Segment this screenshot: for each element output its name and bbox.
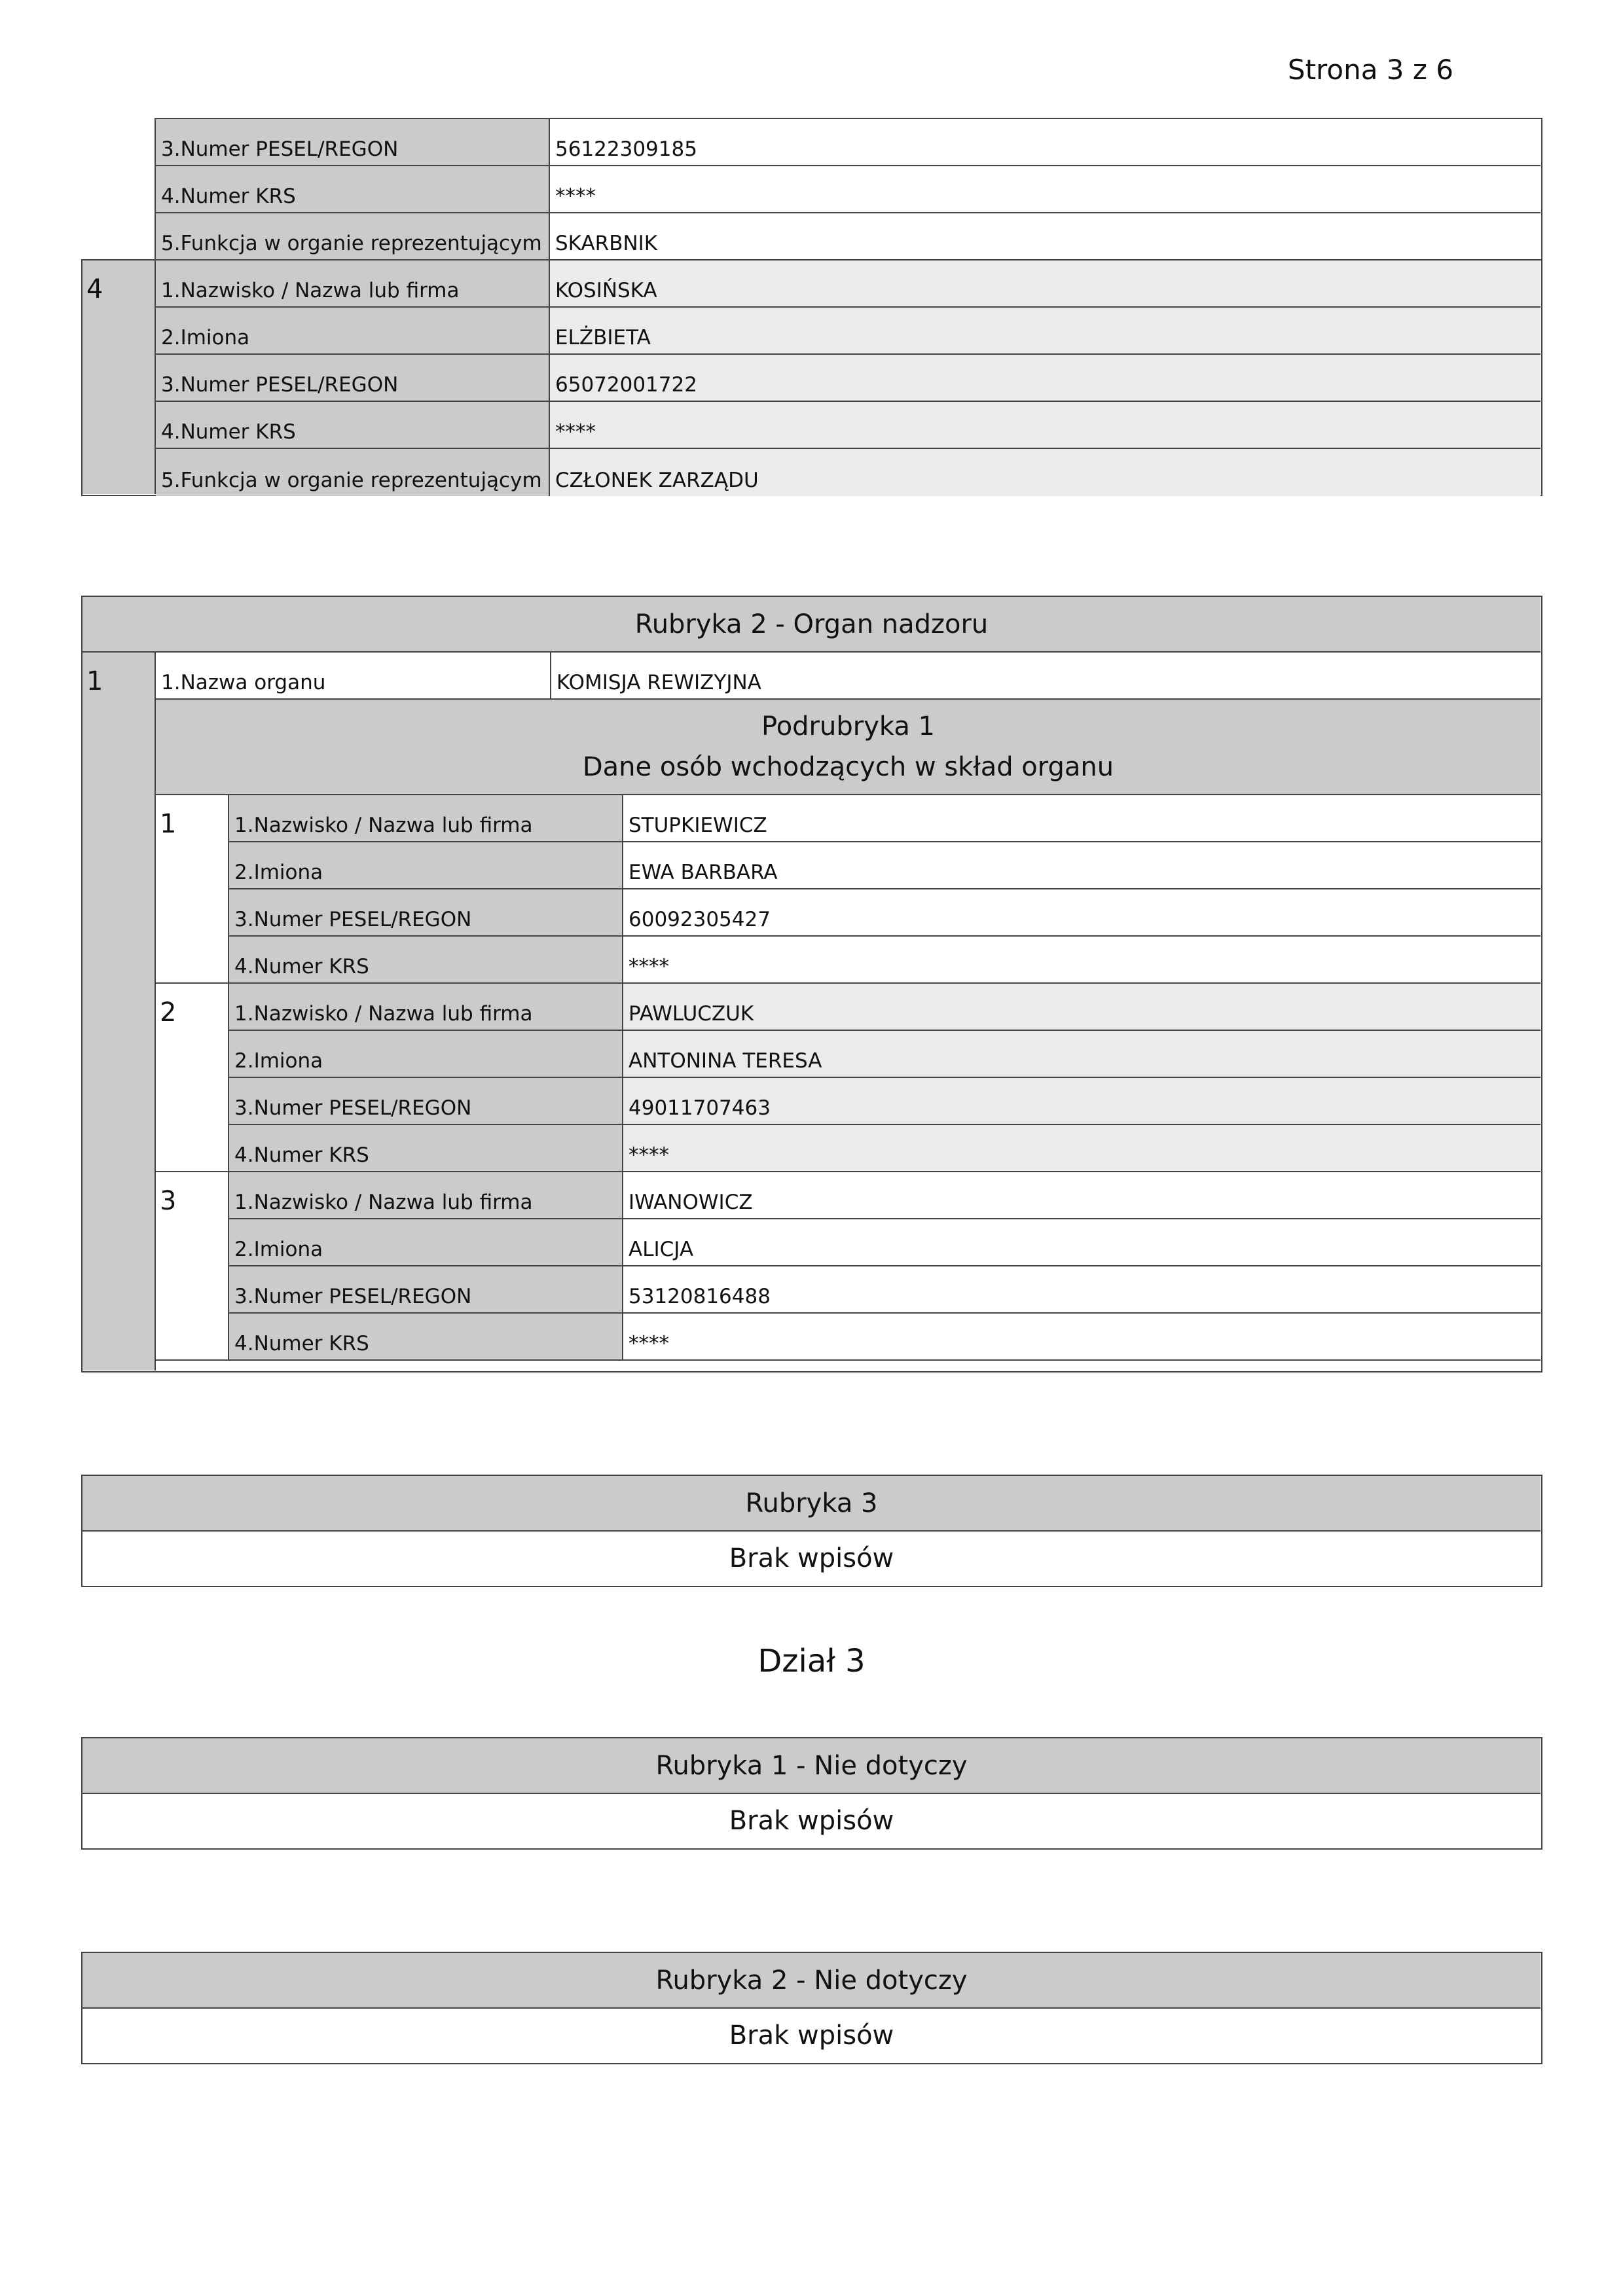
field-label: 2.Imiona — [229, 842, 623, 889]
field-label: 3.Numer PESEL/REGON — [156, 119, 550, 166]
field-label: 2.Imiona — [229, 1219, 623, 1266]
person-index: 3 — [156, 1172, 229, 1361]
rubryka-2-grid — [81, 596, 1542, 1372]
dzial-3-rubryka-2-note: Brak wpisów — [82, 2009, 1541, 2062]
field-value: SKARBNIK — [550, 213, 1541, 260]
field-label: 3.Numer PESEL/REGON — [229, 1266, 623, 1314]
dzial-3-rubryka-2-title: Rubryka 2 - Nie dotyczy — [82, 1953, 1541, 2009]
rubryka-3-table — [81, 1475, 1542, 1587]
field-value: **** — [623, 1314, 1541, 1361]
person-index: 1 — [156, 795, 229, 984]
dzial-3-rubryka-2-table — [81, 1952, 1542, 2064]
field-label: 5.Funkcja w organie reprezentującym — [156, 449, 550, 496]
field-value: **** — [550, 166, 1541, 213]
field-value: PAWLUCZUK — [623, 984, 1541, 1031]
podrubryka-title — [156, 700, 1541, 795]
field-value: STUPKIEWICZ — [623, 795, 1541, 842]
field-value: 56122309185 — [550, 119, 1541, 166]
dzial-3-rubryka-1-note: Brak wpisów — [82, 1794, 1541, 1848]
person-4-block — [81, 259, 1542, 496]
field-label: 2.Imiona — [229, 1031, 623, 1078]
field-value: ANTONINA TERESA — [623, 1031, 1541, 1078]
field-label: 3.Numer PESEL/REGON — [156, 355, 550, 402]
field-label: 4.Numer KRS — [156, 402, 550, 449]
podrubryka-title-line-1: Podrubryka 1 — [761, 711, 935, 742]
field-label: 4.Numer KRS — [229, 1125, 623, 1172]
field-value: ALICJA — [623, 1219, 1541, 1266]
podrubryka-title-line-2: Dane osób wchodzących w skład organu — [582, 752, 1114, 782]
rubryka-3-title: Rubryka 3 — [82, 1476, 1541, 1532]
person-index: 2 — [156, 984, 229, 1172]
field-value: **** — [550, 402, 1541, 449]
dzial-3-rubryka-1-table — [81, 1737, 1542, 1850]
organ-name-value: KOMISJA REWIZYJNA — [551, 653, 1541, 700]
field-label: 4.Numer KRS — [229, 937, 623, 984]
field-value: ELŻBIETA — [550, 308, 1541, 355]
rubryka-3-note: Brak wpisów — [82, 1532, 1541, 1585]
row-index: 4 — [82, 260, 156, 494]
field-value: **** — [623, 1125, 1541, 1172]
dzial-3-rubryka-1-title: Rubryka 1 - Nie dotyczy — [82, 1738, 1541, 1794]
dzial-3-title: Dział 3 — [757, 1643, 866, 1679]
field-value: 60092305427 — [623, 889, 1541, 937]
field-value: 53120816488 — [623, 1266, 1541, 1314]
field-label: 5.Funkcja w organie reprezentującym — [156, 213, 550, 260]
field-value: 49011707463 — [623, 1078, 1541, 1125]
field-label: 4.Numer KRS — [229, 1314, 623, 1361]
row-index: 1 — [82, 653, 156, 1371]
field-label: 1.Nazwisko / Nazwa lub firma — [229, 1172, 623, 1219]
field-value: EWA BARBARA — [623, 842, 1541, 889]
field-label: 1.Nazwisko / Nazwa lub firma — [229, 984, 623, 1031]
field-value: KOSIŃSKA — [550, 260, 1541, 308]
page-number: Strona 3 z 6 — [1287, 54, 1453, 86]
field-value: **** — [623, 937, 1541, 984]
organ-name-label: 1.Nazwa organu — [156, 653, 551, 700]
field-label: 3.Numer PESEL/REGON — [229, 889, 623, 937]
continuation-rows — [155, 118, 1542, 260]
rubryka-2-title: Rubryka 2 - Organ nadzoru — [82, 597, 1541, 653]
field-value: IWANOWICZ — [623, 1172, 1541, 1219]
field-label: 4.Numer KRS — [156, 166, 550, 213]
field-label: 3.Numer PESEL/REGON — [229, 1078, 623, 1125]
field-label: 1.Nazwisko / Nazwa lub firma — [229, 795, 623, 842]
field-label: 1.Nazwisko / Nazwa lub firma — [156, 260, 550, 308]
field-value: 65072001722 — [550, 355, 1541, 402]
field-value: CZŁONEK ZARZĄDU — [550, 449, 1541, 496]
field-label: 2.Imiona — [156, 308, 550, 355]
